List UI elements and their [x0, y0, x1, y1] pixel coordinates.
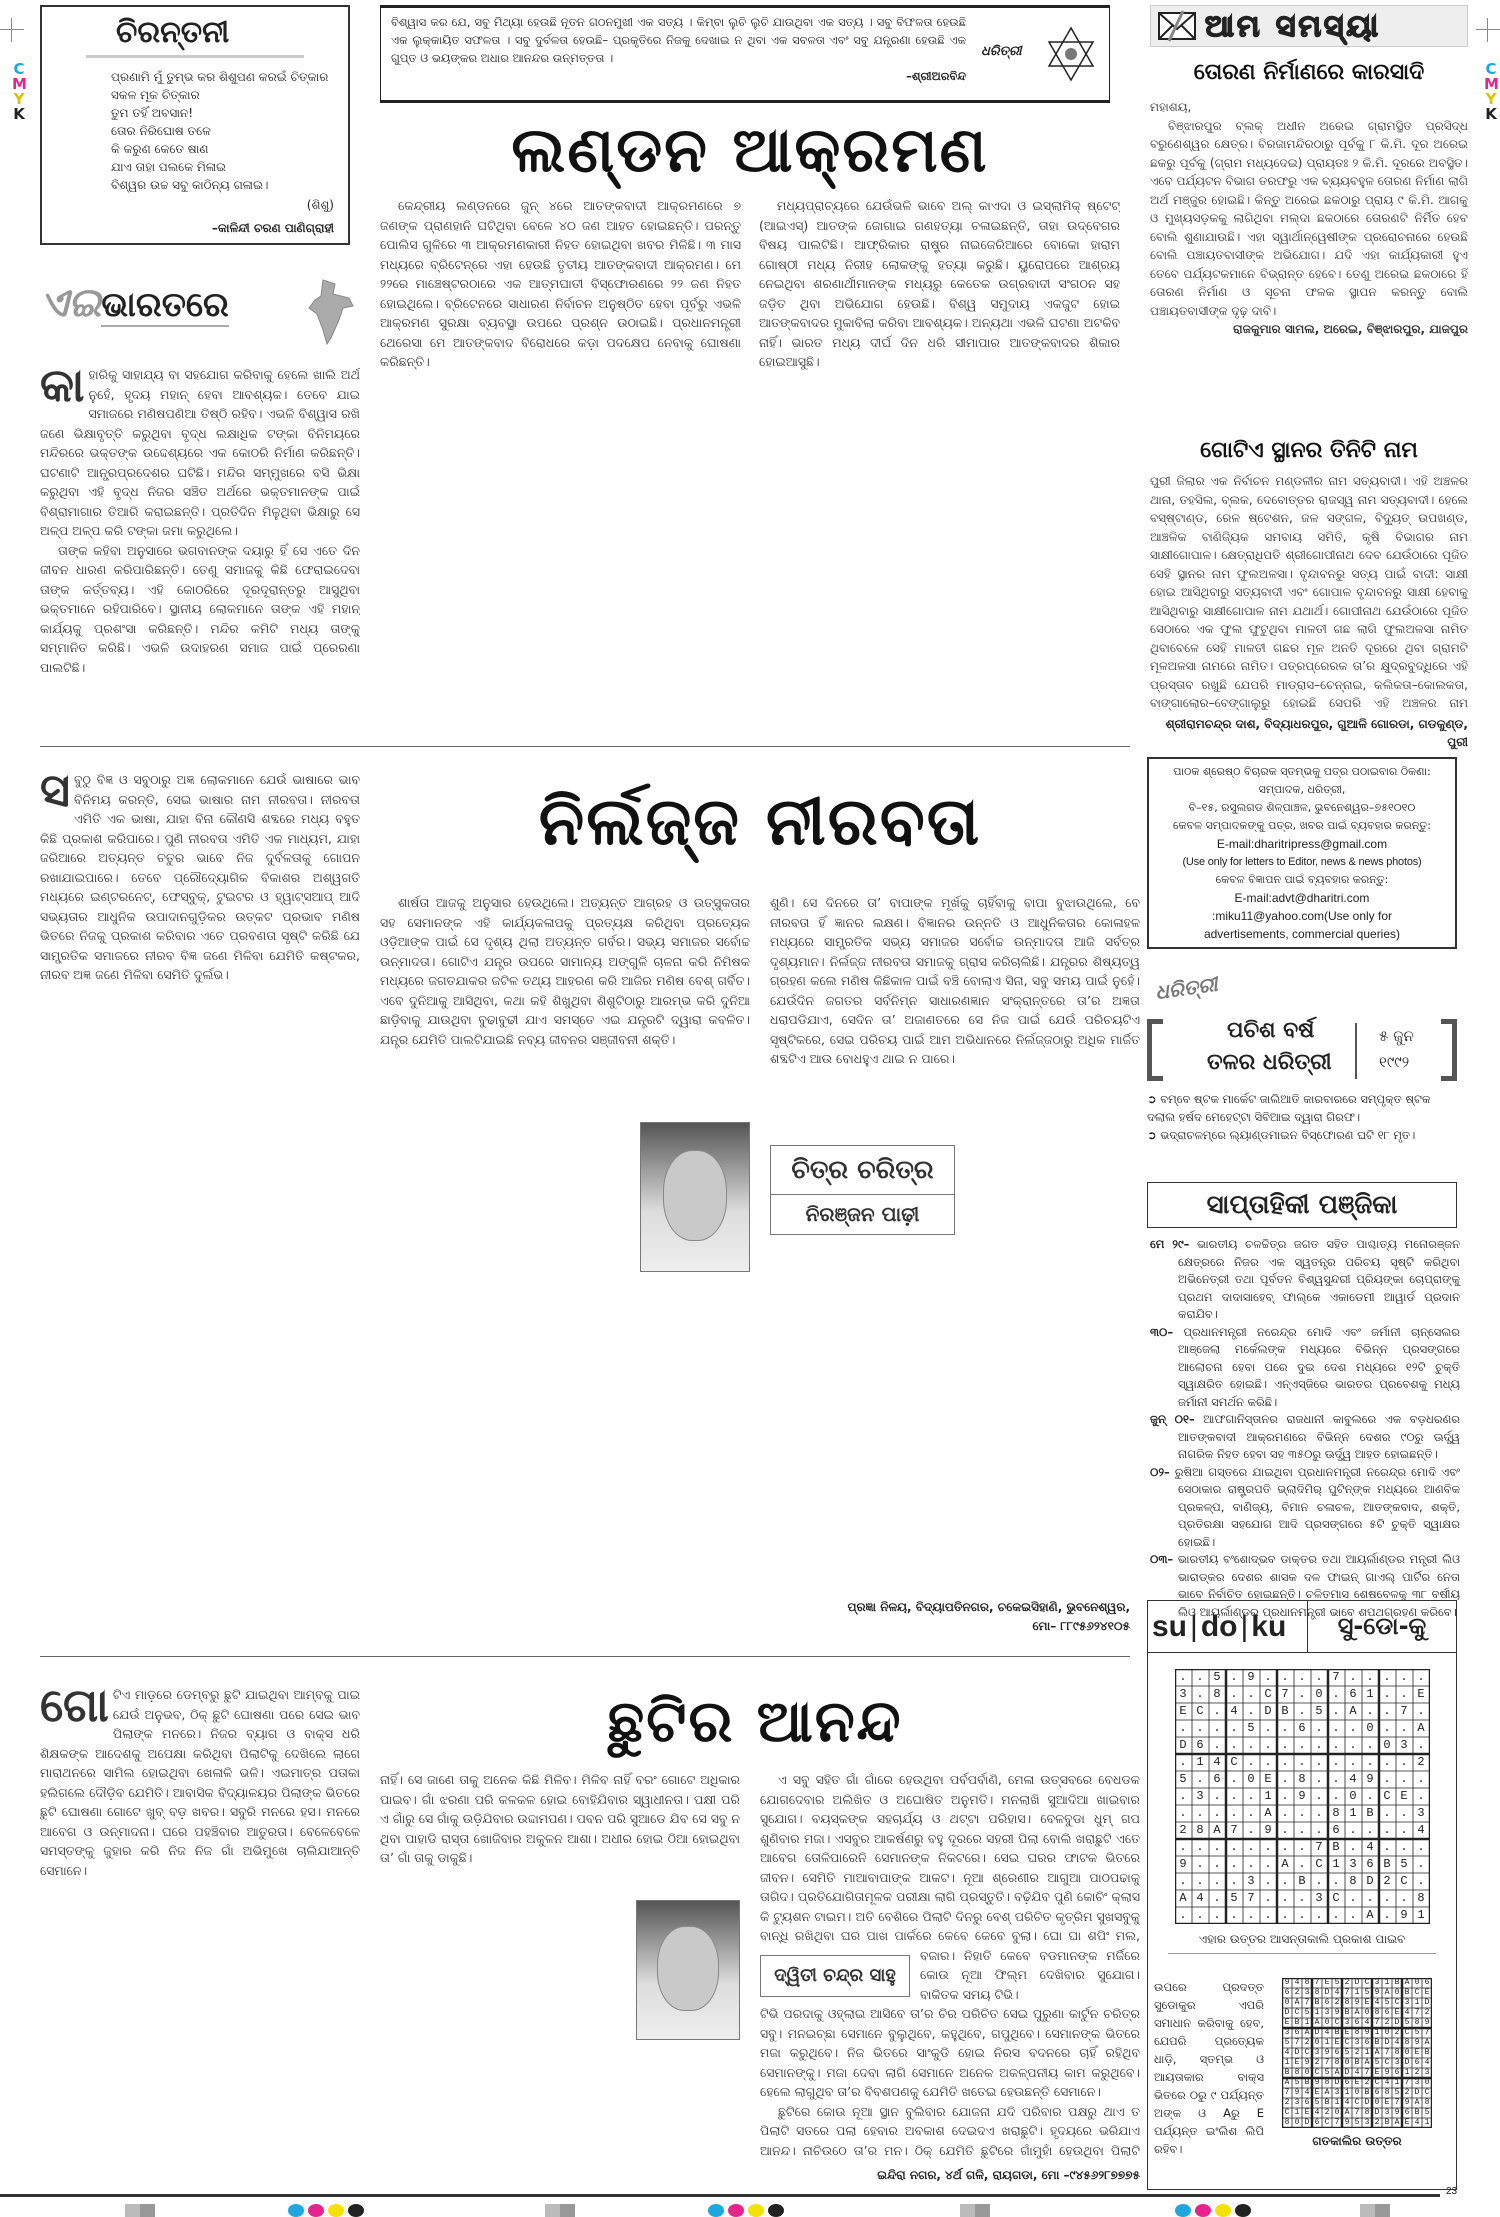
article-paragraph: ମଧ୍ୟପ୍ରାଚ୍ୟରେ ଯେଉଁଭଳି ଭାବେ ଅଲ୍ କାଏଦା ଓ ଇସ୍ଲାମିକ୍ ଷ୍ଟେଟ୍ (ଆଇଏସ୍) ଆତଙ୍କ ଜୋଗାଇ ଗଣହତ୍ୟା ଚଳାଇଛନ୍ତି, ତାହା ଉଦ୍‌ବେଗର ବିଷୟ ପାଲଟିଛି। ଆଫ୍ରିକାର ରାଷ୍ଟ୍ର ନାଇଜେରିଆରେ ବୋକୋ ହାରାମ ଗୋଷ୍ଠୀ ମଧ୍ୟ ନିରୀହ ଲୋକଙ୍କୁ ହତ୍ୟା କରୁଛି। ୟୁରୋପରେ ଆଶ୍ରୟ ନେଇଥିବା ଶରଣାର୍ଥୀମାନଙ୍କ ମଧ୍ୟରୁ କେତେକ ଉଗ୍ରବାଦୀ ସଂଗଠନ ସହ ଜଡ଼ିତ ଥିବା ଅଭିଯୋଗ ହେଉଛି। ବିଶ୍ୱ ସମୁଦାୟ ଏକଜୁଟ ହୋଇ ଆତଙ୍କବାଦର ମୁକାବିଲା କରିବା ଆବଶ୍ୟକ। ଅନ୍ୟଥା ଏଭଳି ଘଟଣା ଅଟକିବ ନାହିଁ। ଭାରତ ମଧ୍ୟ ଦୀର୍ଘ ଦିନ ଧରି ସୀମାପାର ଆତଙ୍କବାଦର ଶିକାର ହୋଇଆସୁଛି। [759, 198, 1120, 369]
gray-patch [545, 2204, 575, 2217]
gray-patch [960, 2204, 990, 2217]
cyan-dot [288, 2204, 304, 2217]
sudoku-row: 794 EA3 10B 685 2DC [1284, 2088, 1435, 2097]
separator: | [1190, 1609, 1198, 1643]
gray-patch [1360, 2204, 1390, 2217]
divider [86, 55, 304, 58]
article-paragraph: ଟିଭି ପରଦାକୁ ଓହ୍ଲାଇ ଆସିବେ ତା’ର ଚିର ପରିଚିତ ସେଇ ପୁରୁଣା କାର୍ଟୁନ ଚରିତ୍ର ସବୁ। ମନଇଚ୍ଛା ସେମାନେ ବୁଲୁଥିବେ, କହୁଥିବେ, ଗପୁଥିବେ। ସେମାନଙ୍କ ଭିତରେ ମଜା କରୁଥିବେ। ନିଜ ଭିତରେ ସାଂକୁଡି ହୋଇ ନିରସ ବଦନରେ ଚାହିଁ ରହିଥିବ ସେମାନଙ୍କୁ। ମଜା ଦେବା ଲାଗି ସେମାନେ ଅନେକ ଅକଳ୍ପନୀୟ କାମ କରୁଥିବେ। ହେଲେ ଲାଗୁଥିବ ତା’ର ବିବଶପଣକୁ ଯେମିତି ଖତେଇ ହେଉଛନ୍ତି ସେମାନେ। [760, 2006, 1140, 2099]
sudoku-row: 948 7E5 2DC 31B A06 [1284, 1978, 1435, 1987]
yellow-dot [748, 2204, 764, 2217]
column-title: ଚିତ୍ର ଚରିତ୍ର [771, 1146, 954, 1195]
chhuti-col1 [40, 1685, 360, 2190]
weekly-entry [1150, 1236, 1460, 1324]
author-photo [636, 1900, 740, 2040]
author-photo [640, 1122, 750, 1272]
poem-title: ଚିରନ୍ତନୀ [116, 15, 230, 50]
sudoku-title-odia: ସୁ-ଡୋ-କୁ [1337, 1612, 1427, 1640]
quote-author: –ଶ୍ରୀଅରବିନ୍ଦ [906, 69, 966, 83]
entry-text: ଭାରତୀୟ ବଂଶୋଦ୍ଭବ ଡାକ୍ତର ତଥା ଆୟର୍ଲାଣ୍ଡର ମନ୍ତ୍ରୀ ଲିଓ ଭାରାଡ୍‌କର ଦେଶର ଶାସକ ଦଳ ଫାଇନ୍ ଗାଏଲ୍ ପାର୍ଟିର ନେତା ଭାବେ ନିର୍ବାଚିତ ହୋଇଛନ୍ତି। ଚଳିତମାସ ଶେଷବେଳକୁ ୩୮ ବର୍ଷୀୟ ଲିଓ ଆୟର୍ଲାଣ୍ଡର ପ୍ରଧାନମନ୍ତ୍ରୀ ଭାବେ ଶପଥଗ୍ରହଣ କରିବେ। [1177, 1552, 1460, 1619]
flashback-date: ୫ ଜୁନ [1379, 1027, 1414, 1045]
sudoku-row: C1E 420 A78 D39 6B5 [1284, 2108, 1435, 2117]
poem-line: ସକଳ ମୂକ ଚିତ୍କାର [111, 88, 200, 102]
drop-cap: ଗୋ [40, 1685, 109, 1732]
sudoku-row: ....3..B..8D2C. [1179, 1874, 1435, 1888]
quote-body [391, 13, 966, 85]
sudoku-row: 80D 6C7 953 2BA E41 [1284, 2118, 1435, 2127]
cmyk-c: C [13, 60, 25, 78]
article-paragraph: ଏ ସବୁ ସହିତ ଗାଁ ଗାଁରେ ହେଉଥିବା ପର୍ବପର୍ବାଣି, ମେଳା ଉତ୍ସବରେ ବେଧଡକ ଯୋଗଦେବାର ଅଲିଖିତ ଓ ଅଘୋଷିତ ଅନୁମତି। ମନଲାଖି ସୁଆଦିଆ ଖାଇବାର ସୁଯୋଗ। ବୟସ୍କଙ୍କ ସହଚାର୍ଯ୍ୟ ଓ ଥଟ୍ଟା ପରିହାସ। ବେଳବୁଡା ଧୁମ୍ ଗପ ଶୁଣିବାର ମଜା। ଏସବୁର ଆକର୍ଷଣରୁ ବହୁ ଦୂରରେ ସହରୀ ପିଲା ବୋଲି ଖରାଛୁଟି ଏତେ ଆବେଗ ତୋଳିପାରେନି ସେମାନଙ୍କ ନିକଟରେ। ସେଇ ଘରର ଫାଟକ ଭିତରେ ଜୀବନ। ସେମିତି ମାଆବାପାଙ୍କ ଆକଟ। ନୂଆ ଶ୍ରେଣୀର ଆଗୁଆ ପାଠପଢାକୁ ତାଗିଦ। ପ୍ରତିଯୋଗିତାମୂଳକ ପରୀକ୍ଷା ଲାଗି ପ୍ରସ୍ତୁତି। ବଢ଼ିଯିବ ପୁଣି କୋଚିଂ କ୍ଲାସ କି ଟ୍ୟୁଶନ ଟାଇମ। ଅତି ବେଶିରେ ପିଲାଟି ଦିନରୁ ବେଶ୍ ପରିଚିତ କୃତ୍ରିମ ସୁଖସବୁକୁ ବାନ୍ଧି ରଖିଥିବା ଘର ପାଖ ପାର୍କରେ କେବେ କେବେ ବୁଲା। ଘୋ ଘା ଶପିଂ ମଲ, ବଜାର। ନିହାତି କେବେ ବଡମାନଙ୍କ ମର୍ଜିରେ କୋଉ ନୂଆ ଫିଲ୍ମ ଦେଖିବାର ସୁଯୋଗ। ବାକିତକ ସମୟ ଟିଭି। [760, 1772, 1140, 2002]
sudoku-row: A4.57...3C....8 [1179, 1891, 1435, 1905]
envelope-icon [1157, 9, 1197, 43]
page-number: 23 [1446, 2186, 1458, 2197]
sudoku-row: 3.8..C7.0.61..E [1179, 1687, 1435, 1701]
sudoku-row: 623 8D4 715 9A0 BCE [1284, 1988, 1435, 1997]
ei-bharatare-header [40, 280, 360, 350]
sudoku-row: EB1 A0C 364 72D 589 [1284, 2018, 1435, 2027]
letter-byline: ଶ୍ରୀରାମଚନ୍ଦ୍ର ଦାଶ, ବିଦ୍ୟାଧରପୁର, ଗୁଆଳି ଗୋରଡା, ଗଡକୁଣ୍ଡ, ପୁରୀ [1165, 717, 1468, 749]
solution-rows [1282, 1978, 1435, 2128]
entry-date: ୦୩– [1150, 1552, 1174, 1566]
author-address: ଇନ୍ଦିରା ନଗର, ୪ର୍ଥ ଗଳି, ରାୟଗଡା, ମୋ –୯୪୫୬୨୮୭୭୭୫ [877, 2168, 1140, 2182]
sudoku-row: .14C..........2 [1179, 1755, 1435, 1769]
article-paragraph: ତାଙ୍କ କହିବା ଅନୁସାରେ ଭଗବାନଙ୍କ ଦୟାରୁ ହିଁ ସେ ଏତେ ଦିନ ଜୀବନ ଧାରଣ କରିପାରିଛନ୍ତି। ତେଣୁ ସମାଜକୁ କିଛି ଫେରାଇଦେବା ତାଙ୍କ କର୍ତ୍ତବ୍ୟ। ଏହି କୋଠରିରେ ଦୂରଦୂରାନ୍ତରୁ ଆସୁଥିବା ଭକ୍ତମାନେ ରହିପାରିବେ। ସ୍ଥାନୀୟ ଲୋକମାନେ ତାଙ୍କ ଏହି ମହାନ୍ କାର୍ଯ୍ୟକୁ ପ୍ରଶଂସା କରିଛନ୍ତି। ମନ୍ଦିର କମିଟି ମଧ୍ୟ ତାଙ୍କୁ ସମ୍ମାନିତ କରିଛି। ଏଭଳି ଉଦାହରଣ ସମାଜ ପାଇଁ ପ୍ରେରଣା ପାଲଟିଛି। [40, 542, 360, 675]
letter-body: ବିଞ୍ଝାରପୁର ବ୍ଲକ୍ ଅଧୀନ ଅରେଇ ଗ୍ରାମସ୍ଥିତ ପ୍ରସିଦ୍ଧ ବରୁଣେଶ୍ୱର କ୍ଷେତ୍ର। ବିରଜାମନ୍ଦିରଠାରୁ ପୂର୍ବକୁ ୮ କି.ମି. ଦୂର ଅରେଇ ଛକରୁ ପୂର୍ବକୁ (ଗ୍ରାମ ମଧ୍ୟଦେଇ) ପ୍ରାୟତଃ ୨ କି.ମି. ଦୂରରେ ଅବସ୍ଥିତ। ଏବେ ପର୍ଯ୍ୟଟନ ବିଭାଗ ତରଫରୁ ଏକ ବ୍ୟୟବହୁଳ ତୋରଣ ନିର୍ମାଣ ଲାଗି ଅର୍ଥ ମଞ୍ଜୁର ହୋଇଛି। କିନ୍ତୁ ଅରେଇ ଛକଠାରୁ ପ୍ରାୟ ୯ କି.ମି. ଆଗକୁ ଓ ମୁଖ୍ୟସଡ଼କକୁ ଲାଗିଥିବା ମଲ୍ଦା ଛକଠାରେ ତୋରଣଟି ନିର୍ମିତ ହେବ ବୋଲି ଶୁଣାଯାଉଛି। ଏହା ସ୍ୱାର୍ଥାନ୍ୱେଷୀଙ୍କ ପ୍ରରୋଚନାରେ ହେଉଛି ବୋଲି ପଞ୍ଚାୟତବାସୀଙ୍କ ଅଭିଯୋଗ। ଯଦି ଏହା କାର୍ଯ୍ୟକାରୀ ହୁଏ ତେବେ ପର୍ଯ୍ୟଟକମାନେ ବିଭ୍ରାନ୍ତ ହେବେ। ତେଣୁ ଅରେଇ ଛକଠାରେ ହିଁ ତୋରଣ ନିର୍ମାଣ ଓ ସୂଚନା ଫଳକ ସ୍ଥାପନ କରନ୍ତୁ ବୋଲି ପଞ୍ଚାୟତବାସୀଙ୍କ ଦୃଢ଼ ଦାବି। [1150, 118, 1468, 318]
nirlajja-byline [770, 1598, 1130, 1636]
sudoku-row: D6..........03. [1179, 1738, 1435, 1752]
poem-line: କି କରୁଣ କେତେ ଷାଣ [111, 142, 209, 156]
sudoku-row: EC.4.DB.5.A..7. [1179, 1704, 1435, 1718]
sudoku-instructions: ଉପରେ ପ୍ରଦତ୍ତ ସୁଡୋକୁର ଏପରି ସମାଧାନ କରିବାକୁ ହେବ, ଯେପରି ପ୍ରତ୍ୟେକ ଧାଡ଼ି, ସ୍ତମ୍ଭ ଓ ଆୟତାକାର ବାକ୍ସ ଭିତରେ ୦ରୁ ୯ ପର୍ଯ୍ୟନ୍ତ ଅଙ୍କ ଓ Aରୁ E ପର୍ଯ୍ୟନ୍ତ ଇଂଲିଶ ଲିପି ରହିବ। [1154, 1980, 1264, 2156]
weekly-entry [1150, 1411, 1460, 1464]
section-divider [40, 746, 1130, 747]
section-title: ସାପ୍ତାହିକୀ ପଞ୍ଜିକା [1206, 1190, 1398, 1220]
poem-box [40, 5, 350, 245]
cmyk-mark-right [1484, 62, 1498, 122]
article-paragraph: ଶୁଣି। ସେ ଦିନରେ ତା’ ବାପାଙ୍କ ମୂର୍ଖକୁ ଚାହିଁବାକୁ ବାପା ବୁଝାଉଥିଲେ, ବେ ନୀରବତା ହିଁ ଜ୍ଞାନର ଲକ୍ଷଣ। ବିଜ୍ଞାନର ଉନ୍ନତି ଓ ଆଧୁନିକତାର କୋଳାହଳ ମଧ୍ୟରେ ସାମ୍ପ୍ରତିକ ସଭ୍ୟ ସମାଜର ସର୍ବୋଚ୍ଚ ଉନ୍ମାଦତା ଆଜି ସର୍ବତ୍ର ଦୃଶ୍ୟମାନ। ନିର୍ଲଜ୍ଜ ନୀରବତା ସମାଜକୁ ଗ୍ରାସ କରିଚାଲିଛି। ଯନ୍ତ୍ରର ଶିଷ୍ୟତ୍ୱ ଗ୍ରହଣ କଲେ ମଣିଷ କିଛିକାଳ ପାଇଁ ବଞ୍ଚି ବୋଲାଏ ସିନା, ସବୁ ସମୟ ପାଇଁ ନୁହେଁ। ଯେଉଁଦିନ ଜଗତର ସର୍ବନିମ୍ନ ସାଧାରଣଜ୍ଞାନ ସଂକ୍ରାନ୍ତରେ ତା’ର ଅଜ୍ଞତା ଧରାପଡିଯାଏ, ସେଦିନ ତା’ ଅଜାଣତରେ ସେ ନିଜ ପାଇଁ ଯେଉଁ ପରିଚୟଟିଏ ସୃଷ୍ଟିକରେ, ସେଇ ପରିଚୟ ପାଇଁ ଆମ ଅଭିଧାନରେ ନିର୍ଲଜ୍ଜଠାରୁ ଅଧିକ ମାର୍ଜିତ ଶବ୍ଦଟିଏ ଆଉ ବୋଧହୁଏ ଥାଇ ନ ପାରେ। [770, 895, 1140, 1066]
bullet-text: ଭଦ୍ରାଚଳମ୍‌ରେ ଲ୍ୟାଣ୍ଡମାଇନ ବିସ୍ଫୋରଣ ଘଟି ୧୮ ମୃତ। [1160, 1128, 1416, 1142]
crop-mark-icon [1476, 18, 1500, 42]
entry-date: ମେ ୨୯– [1150, 1237, 1190, 1251]
drop-cap: ସ [40, 770, 70, 817]
poem-author: –କାଳିନ୍ଦୀ ଚରଣ ପାଣିଗ୍ରାହୀ [211, 221, 334, 235]
contact-line: ସମ୍ପାଦକ, ଧରିତ୍ରୀ, [1258, 783, 1346, 796]
black-dot [348, 2204, 364, 2217]
separator: | [1240, 1609, 1249, 1643]
weekly-header [1147, 1182, 1457, 1228]
sudoku-title-latin [1148, 1601, 1308, 1652]
cmyk-mark-left [12, 62, 26, 122]
dharitri-logo: ଧରିତ୍ରୀ [1153, 971, 1219, 1005]
poem-line: ତୁମ ତହିଁ ଅବସାନ! [111, 106, 194, 120]
title-part: su [1152, 1609, 1188, 1643]
sudoku-row: A5B 98D 6E2 C41 730 [1284, 2078, 1435, 2087]
sudoku-row: 9.....A.C136B5. [1179, 1857, 1435, 1871]
author-phone: ମୋ– ୮୮୯୫୬୨୪୧୦୫ [1032, 1619, 1130, 1633]
sudoku-row: DC5 139 BA0 86E 472 [1284, 2008, 1435, 2017]
section-title: ଭାରତରେ [101, 285, 229, 325]
flashback-box [1147, 971, 1457, 1083]
cmyk-m: M [1484, 75, 1499, 93]
article-paragraph: ବୁଠୁ ବିଜ୍ଞ ଓ ସବୁଠାରୁ ଅଜ୍ଞ ଲୋକମାନେ ଯେଉଁ ଭାଷାରେ ଭାବ ବିନିମୟ କରନ୍ତି, ସେଇ ଭାଷାର ନାମ ନୀରବତା। ନୀରବତା ଏମିତି ଏକ ଭାଷା, ଯାହା ବିନା କୌଣସି ଶବ୍ଦରେ ମଧ୍ୟ ବହୁତ କିଛି ପ୍ରକାଶ କରିପାରେ। ପୁଣି ନୀରବତା ଏମିତି ଏକ ମାଧ୍ୟମ, ଯାହା ଜରିଆରେ ଅତ୍ୟନ୍ତ ଚତୁର ଭାବେ ନିଜ ଦୁର୍ବଳତାକୁ ଗୋପନ ରଖାଯାଇପାରେ। ତେବେ ପ୍ରୌଦ୍ୟୋଗିକ ବିକାଶର ଅଶ୍ୱଗତି ମଧ୍ୟରେ ଇଣ୍ଟରନେଟ୍, ଫେସ୍‌ବୁକ୍, ଟୁଇଟର ଓ ହ୍ୱାଟ୍‌ସଆପ୍ ଆଦି ସଭ୍ୟତାର ଆଧୁନିକ ଉପାଦାନଗୁଡ଼ିକର ଉତ୍କଟ ପ୍ରଭାବ ମଣିଷ ଭିତରେ ନିଜକୁ ପ୍ରକାଶ କରିବାର ଏତେ ପ୍ରବଣତା ସୃଷ୍ଟି କରିଛି ଯେ ସାମ୍ପ୍ରତିକ ସମାଜରେ ନୀରବ ବିଜ୍ଞ ଜଣେ ମିଳିବା ଯେମିତି କଷ୍ଟକର, ନୀରବ ଅଜ୍ଞ ଜଣେ ମିଳିବା ସେମିତି ଦୁର୍ଲଭ। [40, 772, 360, 982]
letter-1 [1150, 98, 1468, 428]
yellow-dot [1215, 2204, 1231, 2217]
title-part: do [1200, 1609, 1238, 1643]
entry-date: ୩୦– [1150, 1324, 1174, 1339]
contact-box [1147, 757, 1457, 949]
cyan-dot [1175, 2204, 1191, 2217]
india-map-icon [305, 278, 355, 346]
sudoku-row: .3...1.9..0.CE. [1179, 1789, 1435, 1803]
footer-rule [0, 2194, 1440, 2197]
article-paragraph: ଛୁଟିରେ କୋଉ ନୂଆ ସ୍ଥାନ ବୁଲିବାର ଯୋଜନା ଯଦି ପରିବାର ପକ୍ଷରୁ ଥାଏ ତ ପିଲାଟି ସତରେ ପଲା ହେବାର ଅବକାଶ ଦେଇଦଏ ଖରାଛୁଟି। ହୃଦୟରେ ଭରିଯାଏ ଆନନ୍ଦ। ନାଚିଉଠେ ତା’ର ମନ। ଠିକ୍ ଯେମିତି ଛୁଟିରେ ଗାଁମୁହାଁ ହେଉଥିବା ପିଲାଟି [760, 2103, 1140, 2158]
answer-note: ଏହାର ଉତ୍ତର ଆସନ୍ତାକାଲି ପ୍ରକାଶ ପାଇବ [1168, 1932, 1436, 1954]
sudoku-row: 36A D4B E89 102 C57 [1284, 2028, 1435, 2037]
weekly-entry [1150, 1324, 1460, 1412]
sudoku-row: 0A7 B62 89E 45C 31D [1284, 1998, 1435, 2007]
sudoku-box [1147, 1600, 1457, 2190]
letter-salutation: ମହାଶୟ, [1150, 100, 1192, 114]
yahoo-email-link[interactable]: :miku11@yahoo.com(Use only for [1211, 909, 1393, 923]
sudoku-row: 572 01E C36 BD4 89A [1284, 2038, 1435, 2047]
entry-text: ରୁଷିଆ ଗସ୍ତରେ ଯାଇଥିବା ପ୍ରଧାନମନ୍ତ୍ରୀ ନରେନ୍ଦ୍ର ମୋଦି ଏବଂ ସେଠାକାର ରାଷ୍ଟ୍ରପତି ଭ୍ଲାଦିମିର୍ ପୁଟିନ୍‌ଙ୍କ ମଧ୍ୟରେ ଆଣବିକ ପ୍ରକଳ୍ପ, ବାଣିଜ୍ୟ, ବିମାନ ଚଳାଚଳ, ଆତଙ୍କବାଦ, ଶକ୍ତି, ପ୍ରତିରକ୍ଷା ସହଯୋଗ ଆଦି ପ୍ରସଙ୍ଗରେ ୫ଟି ଚୁକ୍ତି ସ୍ୱାକ୍ଷର ହୋଇଛି। [1174, 1464, 1460, 1549]
drop-cap: କା [40, 365, 85, 412]
bullet-item: ➲ ବମ୍ବେ ଷ୍ଟକ ମାର୍କେଟ ଜାଲିଆତି କାରବାରରେ ସମ୍ପୃକ୍ତ ଷ୍ଟକ ଦଲାଲ ହର୍ଷଦ ମେହେଟ୍ଟା ସିବିଆଇ ଦ୍ୱାରା ଗିରଫ। [1147, 1092, 1431, 1124]
puzzle-rows [1175, 1669, 1435, 1924]
author-name-box [760, 1955, 910, 1997]
entry-date: ୦୨– [1150, 1464, 1170, 1479]
chhuti-col2 [380, 1770, 740, 2190]
cmyk-c: C [1485, 60, 1497, 78]
weekly-entry [1150, 1464, 1460, 1552]
contact-line: ବି–୧୫, ରସୁଲଗଡ ଶିଳ୍ପାଞ୍ଚଳ, ଭୁବନେଶ୍ୱର–୭୫୧୦୧୦ [1188, 801, 1416, 814]
black-dot [1235, 2204, 1251, 2217]
contact-line: advertisements, commercial queries) [1203, 927, 1401, 941]
contact-line: କେବଳ ସମ୍ପାଦକଙ୍କୁ ପତ୍ର, ଖବର ପାଇଁ ବ୍ୟବହାର କରନ୍ତୁ: [1173, 819, 1431, 832]
column-title-box [770, 1145, 955, 1235]
entry-text: ଆଫଗାନିସ୍ତାନର ରାଜଧାନୀ କାବୁଲରେ ଏକ ବଡ଼ଧରଣର ଆତଙ୍କବାଦୀ ଆକ୍ରମଣରେ ବିଭିନ୍ନ ଦେଶର ୯୦ରୁ ଊର୍ଦ୍ଧ୍ୱ ନାଗରିକ ନିହତ ହେବା ସହ ୩୫୦ରୁ ଊର୍ଦ୍ଧ୍ୱ ଆହତ ହୋଇଛନ୍ତି। [1178, 1412, 1461, 1461]
contact-line: ପାଠକ ଶ୍ରେଷ୍ଠ ବିଚାରକ ସ୍ତମ୍ଭକୁ ପତ୍ର ପଠାଇବାର ଠିକଣା: [1173, 765, 1431, 778]
chhuti-col3 [760, 1770, 1140, 2160]
author-address: ପ୍ରଜ୍ଞା ନିଳୟ, ବିଦ୍ୟାପତିନଗର, ଚକେଇସିହାଣି, ଭୁବନେଶ୍ୱର, [847, 1600, 1130, 1614]
poem-line: ପ୍ରଣାମି ମୁଁ ତୁମ୍ଭ କର ଶିଶୁପଣ କରଇଁ ଚିତ୍କାର [111, 70, 329, 84]
letter-2 [1150, 472, 1468, 712]
london-headline: ଲଣ୍ଡନ ଆକ୍ରମଣ [511, 113, 989, 186]
sudoku-footer [1148, 1978, 1456, 2158]
nirlajja-col2 [380, 893, 750, 1638]
sudoku-row: ........7B.4... [1179, 1840, 1435, 1854]
cmyk-y: Y [13, 90, 25, 108]
author-name: ନିରଞ୍ଜନ ପାଢ଼ୀ [805, 1202, 920, 1226]
sudoku-header [1148, 1601, 1456, 1653]
article-paragraph: ଟିଏ ମାଡ଼ରେ ଡେମ୍ବରୁ ଛୁଟି ଯାଇଥିବା ଆମ୍ବକୁ ପାଇ ଯେଉଁ ଅନୁଭବ, ଠିକ୍ ଛୁଟି ଘୋଷଣା ପରେ ସେଇ ଭାବ ପିଲାଙ୍କ ମନରେ। ନିଜର ବ୍ୟାଗ ଓ ବାକ୍ସ ଧରି ଶିକ୍ଷକଙ୍କ ଆଦେଶକୁ ଅପେକ୍ଷା କରିଥିବା ପିଲାଟିକୁ ଦେଖିଲେ ଲାଗେ ମାରାଥନରେ ସାମିଲ ହୋଇଥିବା ଖେଳାଳି ଭଳି। ଏଇମାତ୍ର ପତାକା ହଲିଗଲେ ଦୌଡ଼ିବ ଯେମିତି। ଆବାସିକ ବିଦ୍ୟାଳୟର ପିଲାଙ୍କ ଭିତରେ ଛୁଟି ଘୋଷଣା ଗୋଟେ ଖୁବ୍ ବଡ଼ ଖବର। ସବୁରି ମନରେ ହସ। ମନରେ ଆବେଗ ଓ ଉନ୍ମାଦନା। ଘରେ ପହଞ୍ଚିବାର ଆତୁରତା। ବେଳେବେଳେ ସମସ୍ତଙ୍କୁ ଜୁହାର କରି ନିଜ ନିଜ ଗାଁ ଅଭିମୁଖେ ଚାଲିଯାଆନ୍ତି ସେମାନେ। [40, 1687, 360, 1878]
magenta-dot [308, 2204, 324, 2217]
letter-headline: ଗୋଟିଏ ସ୍ଥାନର ତିନିଟି ନାମ [1200, 438, 1418, 463]
cyan-dot [708, 2204, 724, 2217]
author-name: ଦ୍ୱିତୀ ଚନ୍ଦ୍ର ସାହୁ [774, 1965, 896, 1986]
chhuti-headline: ଛୁଟିର ଆନନ୍ଦ [607, 1687, 903, 1755]
nirlajja-col3 [770, 893, 1140, 1583]
poem-lines [56, 68, 334, 194]
letter-byline: ରାଜକୁମାର ସାମଲ, ଅରେଇ, ବିଞ୍ଝାରପୁର, ଯାଜପୁର [1233, 322, 1468, 336]
flashback-year: ୧୯୯୨ [1379, 1053, 1410, 1071]
color-calibration [1175, 2204, 1251, 2217]
dharitri-logo: ଧରିତ୍ରୀ [981, 44, 1022, 59]
poem-note: (ଶିଶୁ) [306, 198, 334, 212]
contact-line: କେବଳ ବିଜ୍ଞାପନ ପାଇଁ ବ୍ୟବହାର କରନ୍ତୁ: [1215, 873, 1389, 886]
nirlajja-headline: ନିର୍ଲଜ୍ଜ ନୀରବତା [538, 783, 982, 860]
sudoku-row: 5.6.0E.8..49... [1179, 1772, 1435, 1786]
article-paragraph: ଶାର୍ଷତା ଆଜକୁ ଅନୁସାର ହେଉଥିଲେ। ଅତ୍ୟନ୍ତ ଆଗ୍ରହ ଓ ଉତ୍ସୁକତାର ସହ ସେମାନଙ୍କ ଏହି କାର୍ଯ୍ୟକଳାପକୁ ପ୍ରତ୍ୟକ୍ଷ କରିଥିବା ପ୍ରତ୍ୟେକ ଓଡ଼ିଆଙ୍କ ପାଇଁ ସେ ଦୃଶ୍ୟ ଥିଲା ଅତ୍ୟନ୍ତ ଗର୍ବର। ସଭ୍ୟ ସମାଜର ସର୍ବୋଚ୍ଚ ଉନ୍ମାଦତା। ଗୋଟିଏ ଯନ୍ତ୍ର ଉପରେ ସାମାନ୍ୟ ଅଙ୍ଗୁଳି ଚାଳନା କରି ନିମିଷକ ମଧ୍ୟରେ ଜଗତଯାକର ଜଟିଳ ତଥ୍ୟ ଆହରଣ କରି ଆଜିର ମଣିଷ ବେଶ୍ ଗର୍ବିତ। ଏବେ ଦୁନିଆକୁ ଆସିଥିବା, କଥା କହି ଶିଖୁଥିବା ଶିଶୁଟିଠାରୁ ଆରମ୍ଭ କରି ଦୁନିଆ ଛାଡ଼ିବାକୁ ଯାଉଥିବା ବୁଢାବୁଢୀ ଯାଏ ସମସ୍ତେ ଏଇ ଯନ୍ତ୍ରଟି ଦ୍ୱାରା କବଳିତ। ଯନ୍ତ୍ର ଯେମିତି ପାଲଟିଯାଇଛି ନବ୍ୟ ଜୀବନର ସଞ୍ଜୀବନୀ ଶକ୍ତି। [380, 895, 750, 1047]
poem-line: ତୋର ନିରିଘୋଷ ତଳେ [111, 124, 211, 138]
sudoku-row: 28A7.9...6....4 [1179, 1823, 1435, 1837]
sudoku-row: B80 C5A D47 E96 123 [1284, 2068, 1435, 2077]
black-dot [768, 2204, 784, 2217]
flashback-title: ପଚିଶ ବର୍ଷ [1227, 1018, 1315, 1043]
author-face [657, 1926, 718, 2012]
editor-email-link[interactable]: E-mail:dharitripress@gmail.com [1216, 837, 1388, 851]
letter-body: ପୁରୀ ଜିଲାର ଏକ ନିର୍ବାଚନ ମଣ୍ଡଳୀର ନାମ ସତ୍ୟବାଦୀ। ଏହି ଅଞ୍ଚଳର ଥାନା, ତହସିଲ, ବ୍ଲକ, ଦେବୋତ୍ତର ରାଜସ୍ୱ ନାମ ସତ୍ୟବାଦୀ। ହେଲେ ବସ୍‌ଷ୍ଟାଣ୍ଡ, ରେଳ ଷ୍ଟେଶନ, ଜଳ ସଙ୍ଗଳ, ବିଦ୍ୟୁତ୍ ଉପଖଣ୍ଡ, ଆଞ୍ଚଳିକ ବାଣିଜ୍ୟିକ ସମବାୟ ସମିତି, କୃଷି ବିଭାଗର ନାମ ସାକ୍ଷୀଗୋପାଳ। କ୍ଷେତ୍ରାଧିପତି ଶ୍ରୀଗୋପୀନାଥ ଦେବ ଯେଉଁଠାରେ ପୂଜିତ ସେହି ସ୍ଥାନର ନାମ ଫୁଲଅଳସା। ବୃନ୍ଦାବନରୁ ସତ୍ୟ ପାଇଁ ବାଦୀ: ସାକ୍ଷୀ ହୋଇ ଆସିଥିବାରୁ ସତ୍ୟବାଦୀ ଏବଂ ଗୋପାଳ ବୃନ୍ଦାବନରୁ ସାକ୍ଷୀ ହେବାକୁ ଆସିଥିବାରୁ ସାକ୍ଷୀଗୋପାଳ ନାମ ଯଥାର୍ଥ। ଗୋପୀନାଥ ଯେଉଁଠାରେ ପୂଜିତ ସେଠାରେ ଏକ ଫୁଲ ଫୁଟୁଥିବା ମାଳତୀ ଗଛ ଲାଗି ଫୁଲଅଳସା ନାମିତ ଥିବାବେଳେ ସେହି ମାଳତୀ ଗଛର ମୂଳ ଅନତି ଦୂରରେ ଥିବା ଗ୍ରାମଟି ମୂଳଅଳସା ନାମରେ ନାମିତ। ପତ୍ରପ୍ରେରକ ତା’ର କ୍ଷୁଦ୍ରବୁଦ୍ଧିରେ ଏହି ପ୍ରସ୍ତାବ ରଖୁଛି ଯେପରି ମାଡ୍ରାସ–ଚେନ୍ନାଇ, କଲିକତା–କୋଲକତା, ବାଙ୍ଗାଲୋର–ବେଙ୍ଗାଲୁରୁ ହୋଇଛି ସେପରି ଏହି ଅଞ୍ଚଳର ନାମ [1150, 474, 1468, 710]
magenta-dot [1195, 2204, 1211, 2217]
title-part: ku [1251, 1609, 1287, 1643]
sudoku-row: 236 5B1 4CD 0E7 9A8 [1284, 2098, 1435, 2107]
letter-headline: ତୋରଣ ନିର୍ମାଣରେ କାରସାଦି [1193, 60, 1425, 85]
weekly-entries [1150, 1236, 1460, 1621]
poem-line: ଯାଏ ତାହା ପଲକେ ମିଳାଇ [111, 160, 227, 174]
prev-solution [1264, 1978, 1450, 2158]
quote-box [380, 5, 1110, 103]
entry-date: ଜୁନ୍ ୦୧– [1150, 1412, 1195, 1426]
cmyk-m: M [12, 75, 27, 93]
cmyk-k: K [13, 105, 25, 123]
london-article [380, 196, 1120, 736]
bullet-text: ବମ୍ବେ ଷ୍ଟକ ମାର୍କେଟ ଜାଲିଆତି କାରବାରରେ ସମ୍ପୃକ୍ତ ଷ୍ଟକ ଦଲାଲ ହର୍ଷଦ ମେହେଟ୍ଟା ସିବିଆଇ ଦ୍ୱାରା ଗିରଫ। [1147, 1092, 1431, 1124]
sudoku-row: ..5.9....7..... [1179, 1670, 1435, 1684]
author-face [663, 1150, 728, 1242]
article-paragraph: ହାରିକୁ ସାହାଯ୍ୟ ବା ସହଯୋଗ କରିବାକୁ ହେଲେ ଖାଲି ଅର୍ଥ ନୁହେଁ, ହୃଦୟ ମହାନ୍ ହେବା ଆବଶ୍ୟକ। ତେବେ ଯାଇ ସମାଜରେ ମଣିଷପଣିଆ ତିଷ୍ଠି ରହିବ। ଏଭଳି ବିଶ୍ୱାସ ରଖି ଜଣେ ଭିକ୍ଷାବୃତ୍ତି କରୁଥିବା ବୃଦ୍ଧ ଲକ୍ଷାଧିକ ଟଙ୍କା ବିନିମୟରେ ମନ୍ଦିରରେ ଭକ୍ତଙ୍କ ଉଦ୍ଦେଶ୍ୟରେ ଏକ କୋଠରି ନିର୍ମାଣ କରିଛନ୍ତି। ଘଟଣାଟି ଆନ୍ଧ୍ରପ୍ରଦେଶର ଘଟିଛି। ମନ୍ଦିର ସମ୍ମୁଖରେ ବସି ଭିକ୍ଷା କରୁଥିବା ଏହି ବୃଦ୍ଧ ନିଜର ସଞ୍ଚିତ ଅର୍ଥରେ ଭକ୍ତମାନଙ୍କ ପାଇଁ ବିଶ୍ରାମାଗାର ତିଆରି କରାଇଛନ୍ତି। ପ୍ରତିଦିନ ମିଳୁଥିବା ଭିକ୍ଷାରୁ ସେ ଅଳ୍ପ ଅଳ୍ପ କରି ଟଙ୍କା ଜମା କରୁଥିଲେ। [40, 367, 360, 538]
yellow-dot [328, 2204, 344, 2217]
nirlajja-col1 [40, 770, 360, 1640]
entry-text: ଭାରତୀୟ ଚଳଚ୍ଚିତ୍ର ଜଗତ ସହିତ ପାଶ୍ଚାତ୍ୟ ମନୋରଞ୍ଜନ କ୍ଷେତ୍ରରେ ନିଜର ଏକ ସ୍ୱତନ୍ତ୍ର ପରିଚୟ ସୃଷ୍ଟି କରିଥିବା ଅଭିନେତ୍ରୀ ତଥା ପୂର୍ବତନ ବିଶ୍ୱସୁନ୍ଦରୀ ପ୍ରିୟଙ୍କା ଚୋପ୍ରାଙ୍କୁ ପ୍ରଥମ ଦାଦାସାହେବ୍ ଫାଲ୍‌କେ ଏକାଡେମୀ ଆୱାର୍ଡ ପ୍ରଦାନ କରାଯିବ। [1178, 1237, 1460, 1321]
section-divider [40, 1656, 1130, 1657]
sudoku-solution-grid [1282, 1978, 1435, 2128]
crop-mark-icon [0, 18, 24, 42]
sudoku-row: 1E9 278 0BA 5C3 D64 [1284, 2058, 1435, 2067]
magenta-dot [728, 2204, 744, 2217]
aam-samasya-header [1150, 5, 1468, 47]
quote-text: ବିଶ୍ୱାସ କର ଯେ, ସବୁ ମିଥ୍ୟା ହେଉଛି ନୂତନ ଗଠନମୁଖୀ ଏକ ସତ୍ୟ । କିମ୍ବା ଲୁଚି ଲୁଚି ଯାଉଥିବା ଏକ ସତ୍ୟ । ସବୁ ବିଫଳତା ହେଉଛି ଏକ ଲୁକ୍କାୟିତ ସଫଳତା । ସବୁ ଦୁର୍ବଳତା ହେଉଛି– ପ୍ରକୃତିରେ ନିଜକୁ ଦେଖାଇ ନ ଥିବା ଏକ ସବଳତା ଏବଂ ସବୁ ଯନ୍ତ୍ରଣା ହେଉଛି ଏକ ଗୁପ୍ତ ଓ ଭୟଙ୍କର ଅଧାର ଆନନ୍ଦର ଉନ୍ମତ୍ତତା । [391, 15, 966, 65]
divider [1355, 1023, 1357, 1079]
flashback-title: ତଳର ଧରିତ୍ରୀ [1207, 1050, 1332, 1075]
flashback-bullets [1147, 1090, 1457, 1144]
ei-bharatare-article [40, 365, 360, 735]
sudoku-row: 4DC 396 521 A78 0EB [1284, 2048, 1435, 2057]
section-title-prefix: ଏଇ [40, 280, 102, 326]
color-calibration [708, 2204, 784, 2217]
prev-solution-label: ଗତକାଲିର ଉତ୍ତର [1312, 2134, 1402, 2148]
advt-email-link[interactable]: E-mail:advt@dharitri.com [1234, 891, 1370, 905]
sudoku-row: .....A...81B..3 [1179, 1806, 1435, 1820]
contact-line: (Use only for letters to Editor, news & news photos) [1182, 856, 1422, 868]
bracket-left [1147, 1019, 1163, 1081]
color-calibration [288, 2204, 364, 2217]
cmyk-y: Y [1485, 90, 1497, 108]
sudoku-puzzle-grid[interactable] [1175, 1669, 1435, 1924]
article-paragraph: ନାହିଁ। ସେ ଜାଣେ ତାକୁ ଅନେକ କିଛି ମିଳିବ। ମିଳିବ ନାହିଁ ବରଂ ଗୋଟେ ଅଧିକାର ପାଇବ। ଗାଁ ଝରଣା ପରି କଳକଳ ହୋଇ ବୋହିଯିବାର ସ୍ୱାଧୀନତା। ପକ୍ଷୀ ପରି ଏ ଗାଁରୁ ସେ ଗାଁକୁ ଉଡ଼ିଯିବାର ଉଦ୍ଦାମପଣ। ପବନ ପରି ସୁଆଡେ ଯିବ ସେ ସବୁ ନ ଥିବା ପାହାଡି ରାସ୍ତା ଖୋଜିବାର ଅକୁଳନ ଆଶା। ଅଧୀର ହୋଇ ଠିଆ ହୋଇଥିବା ତା’ ଗାଁ ତାକୁ ଡାକୁଛି। [380, 1772, 740, 1865]
poem-line: ବିଶ୍ୱର ଉଚ୍ଚ ସବୁ କାଠିନ୍ୟ ଗଳାଇ। [111, 178, 269, 192]
bracket-right [1441, 1019, 1457, 1081]
article-paragraph: କେନ୍ଦ୍ରୀୟ ଲଣ୍ଡନରେ ଜୁନ୍ ୪ରେ ଆତଙ୍କବାଦୀ ଆକ୍ରମଣରେ ୭ ଜଣଙ୍କ ପ୍ରାଣହାନି ଘଟିଥିବା ବେଳେ ୪୦ ଜଣ ଆହତ ହୋଇଛନ୍ତି। ପରନ୍ତୁ ପୋଲିସ ଗୁଳିରେ ୩ ଆକ୍ରମଣକାରୀ ନିହତ ହୋଇଥିବା ଖବର ମିଳିଛି। ୩ ମାସ ମଧ୍ୟରେ ବ୍ରିଟେନ୍‌ରେ ଏହା ହେଉଛି ତୃତୀୟ ଆତଙ୍କବାଦୀ ଆକ୍ରମଣ। ମେ ୨୨ରେ ମାଞ୍ଚେଷ୍ଟରଠାରେ ଏକ ଆତ୍ମଘାତୀ ବିସ୍ଫୋରଣରେ ୨୨ ଜଣ ନିହତ ହୋଇଥିଲେ। ବ୍ରିଟେନରେ ସାଧାରଣ ନିର୍ବାଚନ ଅନୁଷ୍ଠିତ ହେବା ପୂର୍ବରୁ ଏଭଳି ଆକ୍ରମଣ ସୁରକ୍ଷା ବ୍ୟବସ୍ଥା ଉପରେ ପ୍ରଶ୍ନ ଉଠାଇଛି। ପ୍ରଧାନମନ୍ତ୍ରୀ ଥେରେସା ମେ ଆତଙ୍କବାଦ ବିରୋଧରେ କଡ଼ା ପଦକ୍ଷେପ ନେବାକୁ ଘୋଷଣା କରିଛନ୍ତି। [380, 198, 741, 369]
bullet-item: ➲ ଭଦ୍ରାଚଳମ୍‌ରେ ଲ୍ୟାଣ୍ଡମାଇନ ବିସ୍ଫୋରଣ ଘଟି ୧୮ ମୃତ। [1147, 1128, 1416, 1142]
sudoku-row: ....5..6...0..A [1179, 1721, 1435, 1735]
gray-patch [125, 2204, 155, 2217]
star-of-david-icon [1046, 26, 1096, 82]
cmyk-k: K [1485, 105, 1497, 123]
section-title: ଆମ ସମସ୍ୟା [1205, 8, 1382, 44]
entry-text: ପ୍ରଧାନମନ୍ତ୍ରୀ ନରେନ୍ଦ୍ର ମୋଦି ଏବଂ ଜର୍ମାନୀ ଚାନ୍ସେଲର ଆଞ୍ଜେଲା ମର୍କେଲଙ୍କ ମଧ୍ୟରେ ବିଭିନ୍ନ ପ୍ରସଙ୍ଗରେ ଆଲୋଚନା ହେବା ପରେ ଦୁଇ ଦେଶ ମଧ୍ୟରେ ୧୨ଟି ଚୁକ୍ତି ସ୍ୱାକ୍ଷରିତ ହୋଇଛି। ଏନ୍‌ଏସ୍‌ଜିରେ ଭାରତର ପ୍ରବେଶକୁ ମଧ୍ୟ ଜର୍ମାନୀ ସମର୍ଥନ କରିଛି। [1178, 1324, 1461, 1409]
sudoku-row: ...........A.91 [1179, 1908, 1435, 1922]
